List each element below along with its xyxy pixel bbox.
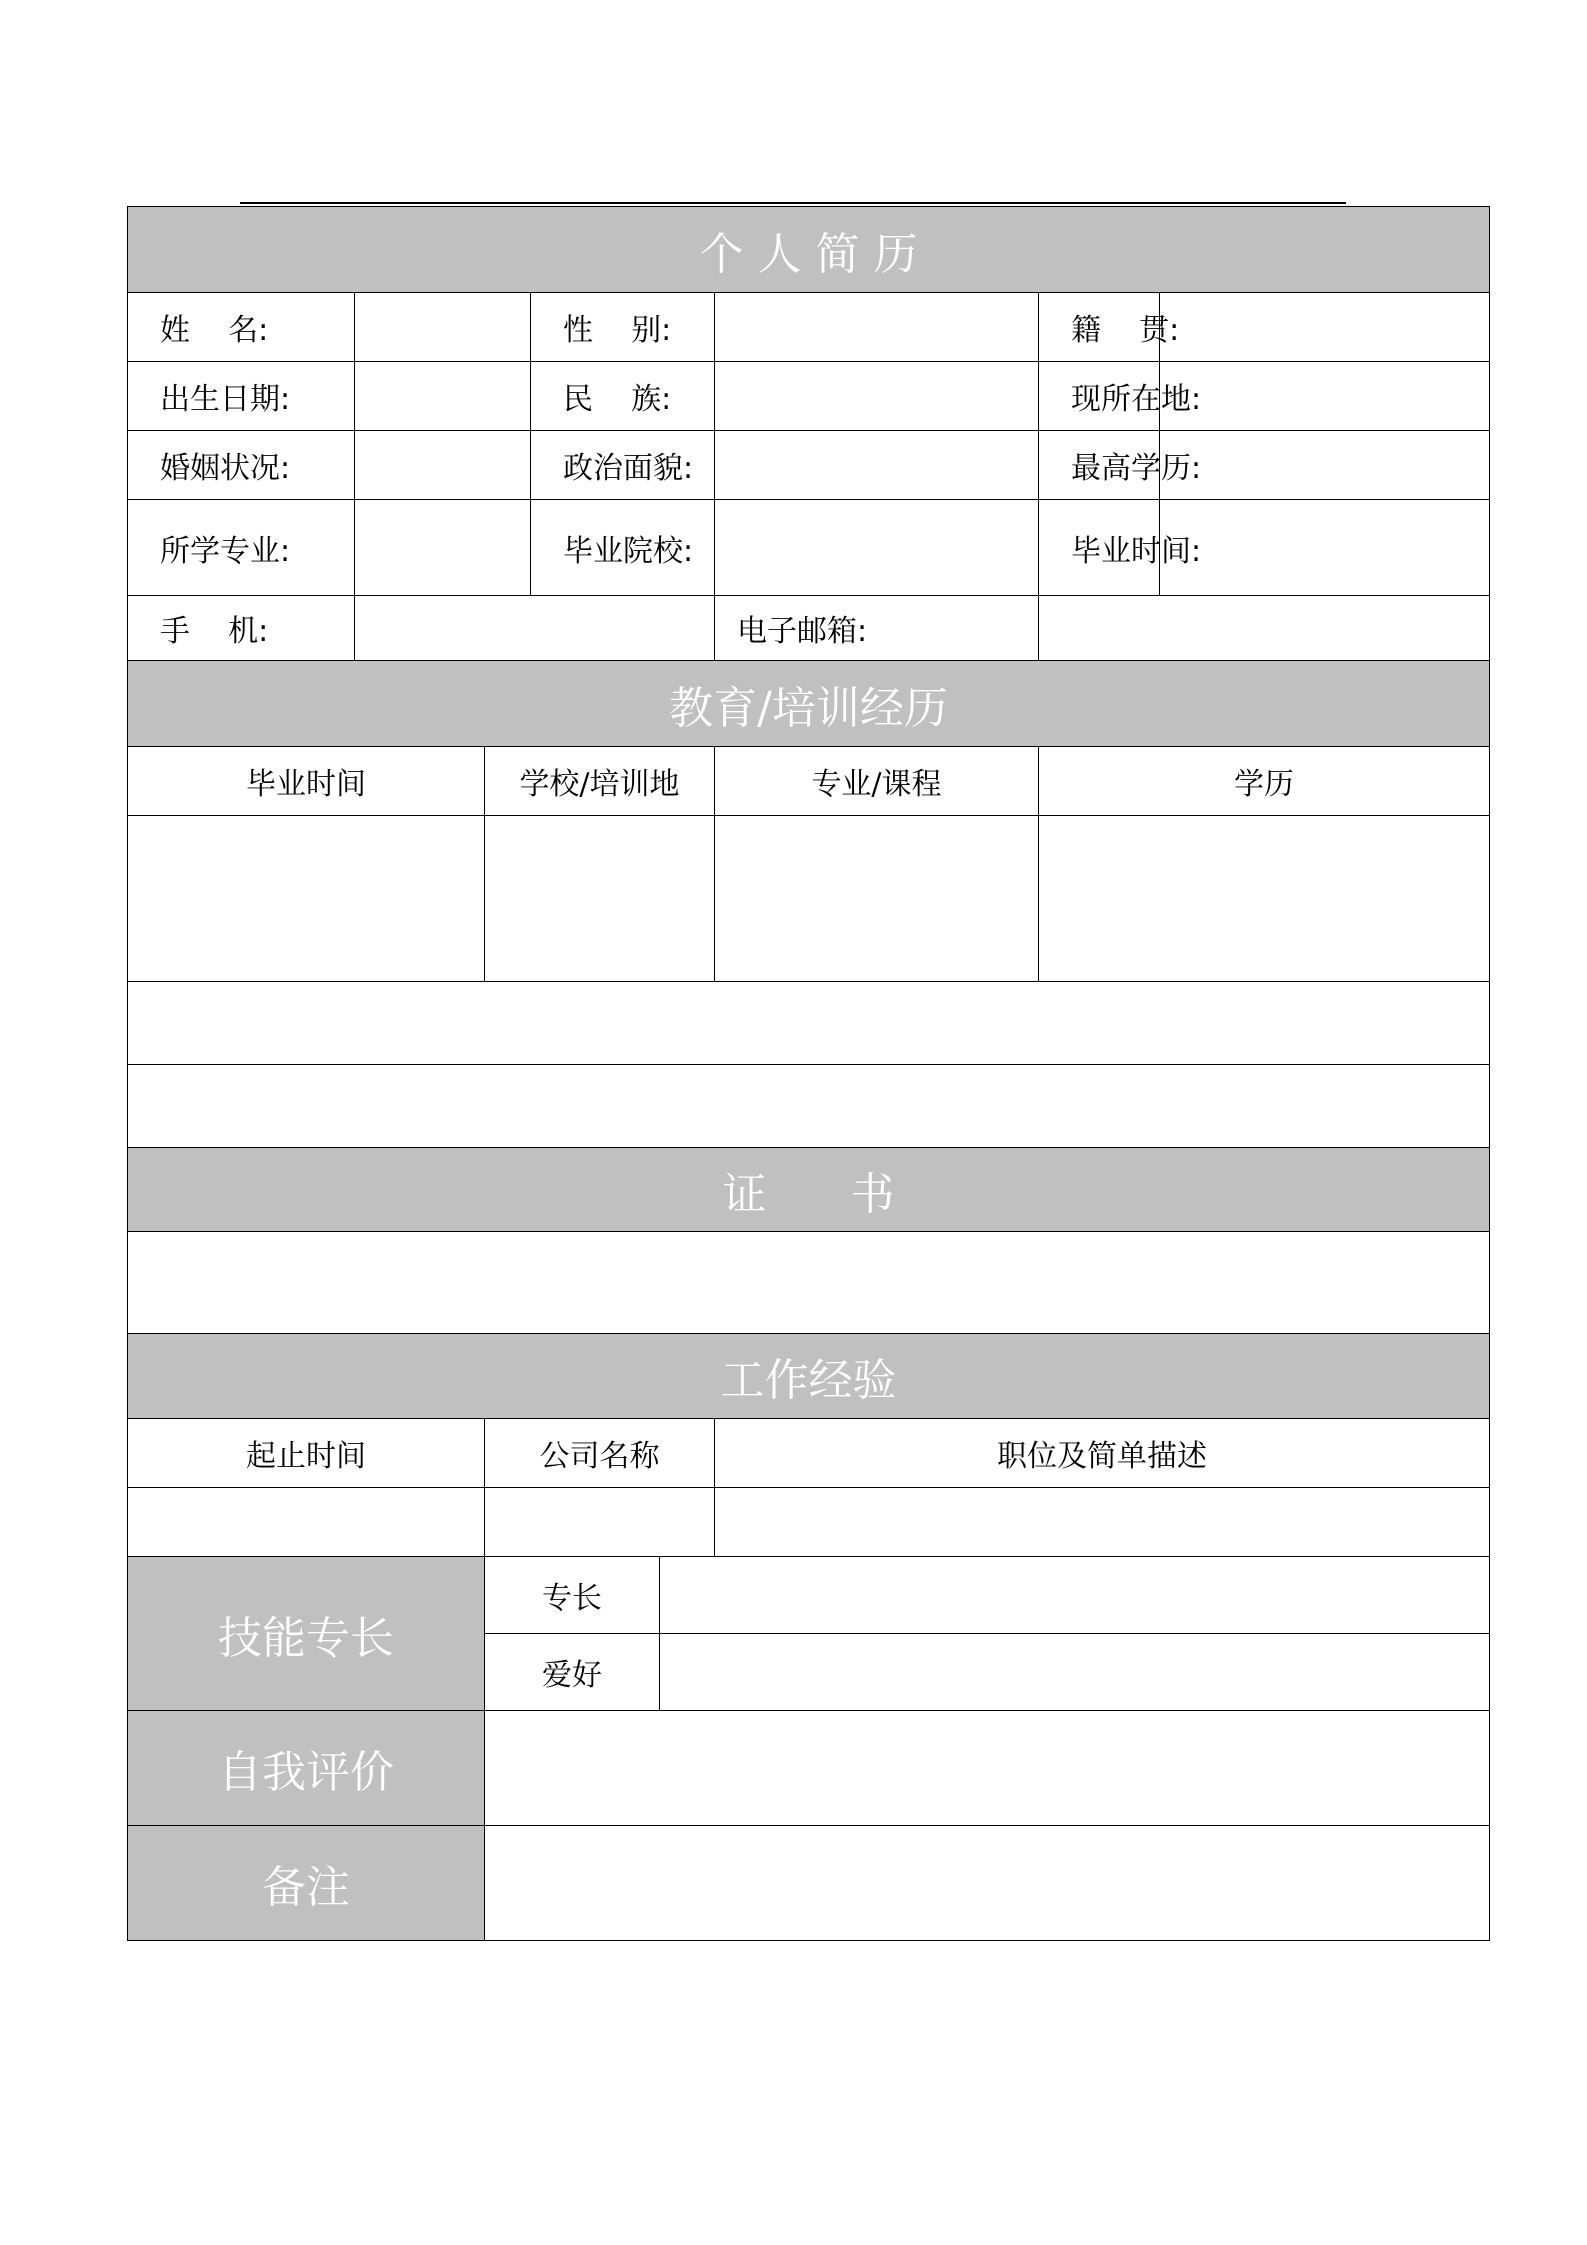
edu-school-cell[interactable] bbox=[485, 816, 715, 982]
native-place-field[interactable] bbox=[1160, 293, 1490, 362]
graduation-time-label: 毕业时间: bbox=[1039, 500, 1160, 596]
highest-degree-label: 最高学历: bbox=[1039, 431, 1160, 500]
remarks-title: 备注 bbox=[128, 1826, 485, 1941]
political-status-label: 政治面貌: bbox=[531, 431, 715, 500]
ethnicity-label: 民 族: bbox=[531, 362, 715, 431]
email-field[interactable] bbox=[1039, 596, 1490, 661]
name-field[interactable] bbox=[355, 293, 531, 362]
work-section-title: 工作经验 bbox=[128, 1334, 1490, 1419]
major-field[interactable] bbox=[355, 500, 531, 596]
specialty-label: 专长 bbox=[485, 1557, 660, 1634]
specialty-field[interactable] bbox=[660, 1557, 1490, 1634]
remarks-field[interactable] bbox=[485, 1826, 1490, 1941]
marital-status-field[interactable] bbox=[355, 431, 531, 500]
location-field[interactable] bbox=[1160, 362, 1490, 431]
birth-date-label: 出生日期: bbox=[128, 362, 355, 431]
political-status-field[interactable] bbox=[715, 431, 1039, 500]
self-evaluation-field[interactable] bbox=[485, 1711, 1490, 1826]
certificate-section-title: 证 书 bbox=[128, 1148, 1490, 1232]
school-label: 毕业院校: bbox=[531, 500, 715, 596]
self-evaluation-title: 自我评价 bbox=[128, 1711, 485, 1826]
email-label: 电子邮箱: bbox=[715, 596, 1039, 661]
major-label: 所学专业: bbox=[128, 500, 355, 596]
native-place-label: 籍 贯: bbox=[1039, 293, 1160, 362]
edu-header-major: 专业/课程 bbox=[715, 747, 1039, 816]
edu-grad-time-cell[interactable] bbox=[128, 816, 485, 982]
edu-extra-row[interactable] bbox=[128, 982, 1490, 1065]
birth-date-field[interactable] bbox=[355, 362, 531, 431]
work-header-company: 公司名称 bbox=[485, 1419, 715, 1488]
edu-header-school: 学校/培训地 bbox=[485, 747, 715, 816]
certificate-field[interactable] bbox=[128, 1232, 1490, 1334]
gender-field[interactable] bbox=[715, 293, 1039, 362]
work-header-period: 起止时间 bbox=[128, 1419, 485, 1488]
resume-title: 个 人 简 历 bbox=[128, 207, 1490, 293]
ethnicity-field[interactable] bbox=[715, 362, 1039, 431]
edu-extra-row[interactable] bbox=[128, 1065, 1490, 1148]
phone-label: 手 机: bbox=[128, 596, 355, 661]
resume-form bbox=[127, 206, 1490, 1941]
school-field[interactable] bbox=[715, 500, 1039, 596]
edu-header-grad-time: 毕业时间 bbox=[128, 747, 485, 816]
edu-degree-cell[interactable] bbox=[1039, 816, 1490, 982]
work-position-cell[interactable] bbox=[715, 1488, 1490, 1557]
hobby-field[interactable] bbox=[660, 1634, 1490, 1711]
gender-label: 性 别: bbox=[531, 293, 715, 362]
work-period-cell[interactable] bbox=[128, 1488, 485, 1557]
edu-header-degree: 学历 bbox=[1039, 747, 1490, 816]
location-label: 现所在地: bbox=[1039, 362, 1160, 431]
skills-section-title: 技能专长 bbox=[128, 1557, 485, 1711]
top-rule bbox=[240, 202, 1346, 204]
work-header-position: 职位及简单描述 bbox=[715, 1419, 1490, 1488]
edu-major-cell[interactable] bbox=[715, 816, 1039, 982]
phone-field[interactable] bbox=[355, 596, 715, 661]
graduation-time-field[interactable] bbox=[1160, 500, 1490, 596]
marital-status-label: 婚姻状况: bbox=[128, 431, 355, 500]
work-company-cell[interactable] bbox=[485, 1488, 715, 1557]
hobby-label: 爱好 bbox=[485, 1634, 660, 1711]
highest-degree-field[interactable] bbox=[1160, 431, 1490, 500]
name-label: 姓 名: bbox=[128, 293, 355, 362]
education-section-title: 教育/培训经历 bbox=[128, 661, 1490, 747]
